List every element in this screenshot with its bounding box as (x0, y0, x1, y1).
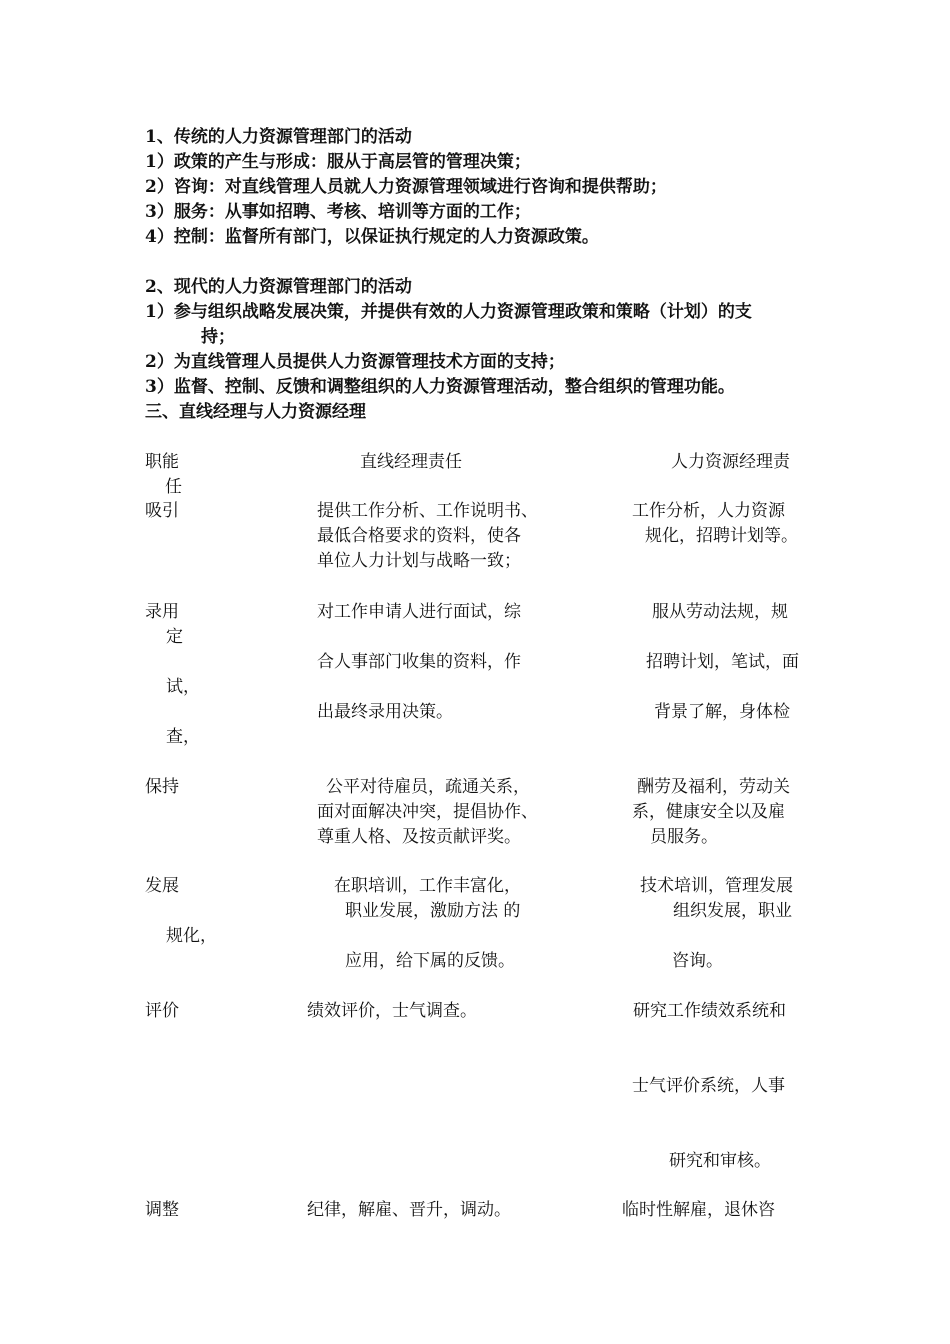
row3-line-2: 面对面解决冲突，提倡协作、 (317, 802, 538, 822)
row3-hr-3: 员服务。 (650, 827, 718, 847)
row4-hr-2: 组织发展，职业 (673, 901, 792, 921)
row5-hr-3: 研究和审核。 (669, 1151, 771, 1171)
row4-line-1: 在职培训，工作丰富化， (334, 876, 521, 896)
row6-line-1: 纪律，解雇、晋升，调动。 (307, 1200, 511, 1220)
row1-function: 吸引 (145, 501, 179, 521)
row2-function-cont-1: 定 (166, 627, 183, 647)
row2-function-cont-3: 查， (166, 727, 200, 747)
row4-line-3: 应用，给下属的反馈。 (345, 951, 515, 971)
row6-function: 调整 (145, 1200, 179, 1220)
section2-item-1: 1）参与组织战略发展决策，并提供有效的人力资源管理政策和策略（计划）的支 (145, 302, 752, 322)
row1-line-2: 最低合格要求的资料，使各 (317, 526, 521, 546)
section2-item-3: 3）监督、控制、反馈和调整组织的人力资源管理活动，整合组织的管理功能。 (145, 377, 735, 397)
section1-item-4: 4）控制：监督所有部门，以保证执行规定的人力资源政策。 (145, 227, 599, 247)
row4-function-cont: 规化， (166, 926, 217, 946)
row4-function: 发展 (145, 876, 179, 896)
row4-line-2: 职业发展，激励方法 的 (345, 901, 521, 921)
section1-title: 1、传统的人力资源管理部门的活动 (145, 127, 412, 147)
row2-line-2: 合人事部门收集的资料，作 (317, 652, 521, 672)
row3-hr-1: 酬劳及福利，劳动关 (637, 777, 790, 797)
section1-item-3: 3）服务：从事如招聘、考核、培训等方面的工作； (145, 202, 531, 222)
section1-item-2: 2）咨询：对直线管理人员就人力资源管理领域进行咨询和提供帮助； (145, 177, 667, 197)
row3-function: 保持 (145, 777, 179, 797)
header-function: 职能 (145, 452, 179, 472)
section1-item-1: 1）政策的产生与形成：服从于高层管的管理决策； (145, 152, 531, 172)
header-line-manager: 直线经理责任 (360, 452, 462, 472)
row2-function: 录用 (145, 602, 179, 622)
section2-title: 2、现代的人力资源管理部门的活动 (145, 277, 412, 297)
row4-hr-3: 咨询。 (672, 951, 723, 971)
row2-hr-1: 服从劳动法规，规 (652, 602, 788, 622)
row5-hr-2: 士气评价系统，人事 (632, 1076, 785, 1096)
row1-line-1: 提供工作分析、工作说明书、 (317, 501, 538, 521)
row3-hr-2: 系，健康安全以及雇 (632, 802, 785, 822)
row1-hr-1: 工作分析，人力资源 (632, 501, 785, 521)
row1-line-3: 单位人力计划与战略一致； (317, 551, 521, 571)
section2-item-1-cont: 持； (201, 327, 235, 347)
header-hr-manager: 人力资源经理责 (671, 452, 790, 472)
header-function-cont: 任 (165, 477, 182, 497)
section2-item-2: 2）为直线管理人员提供人力资源管理技术方面的支持； (145, 352, 565, 372)
row3-line-1: 公平对待雇员，疏通关系， (326, 777, 530, 797)
row2-hr-2: 招聘计划，笔试，面 (646, 652, 799, 672)
row5-hr-1: 研究工作绩效系统和 (633, 1001, 786, 1021)
row6-hr-1: 临时性解雇，退休咨 (622, 1200, 775, 1220)
row1-hr-2: 规化，招聘计划等。 (645, 526, 798, 546)
row2-hr-3: 背景了解，身体检 (654, 702, 790, 722)
row5-function: 评价 (145, 1001, 179, 1021)
row2-function-cont-2: 试， (166, 677, 200, 697)
section3-title: 三、直线经理与人力资源经理 (145, 402, 366, 422)
row2-line-3: 出最终录用决策。 (317, 702, 453, 722)
row3-line-3: 尊重人格、及按贡献评奖。 (317, 827, 521, 847)
row5-line-1: 绩效评价，士气调查。 (307, 1001, 477, 1021)
row4-hr-1: 技术培训，管理发展 (640, 876, 793, 896)
row2-line-1: 对工作申请人进行面试，综 (317, 602, 521, 622)
